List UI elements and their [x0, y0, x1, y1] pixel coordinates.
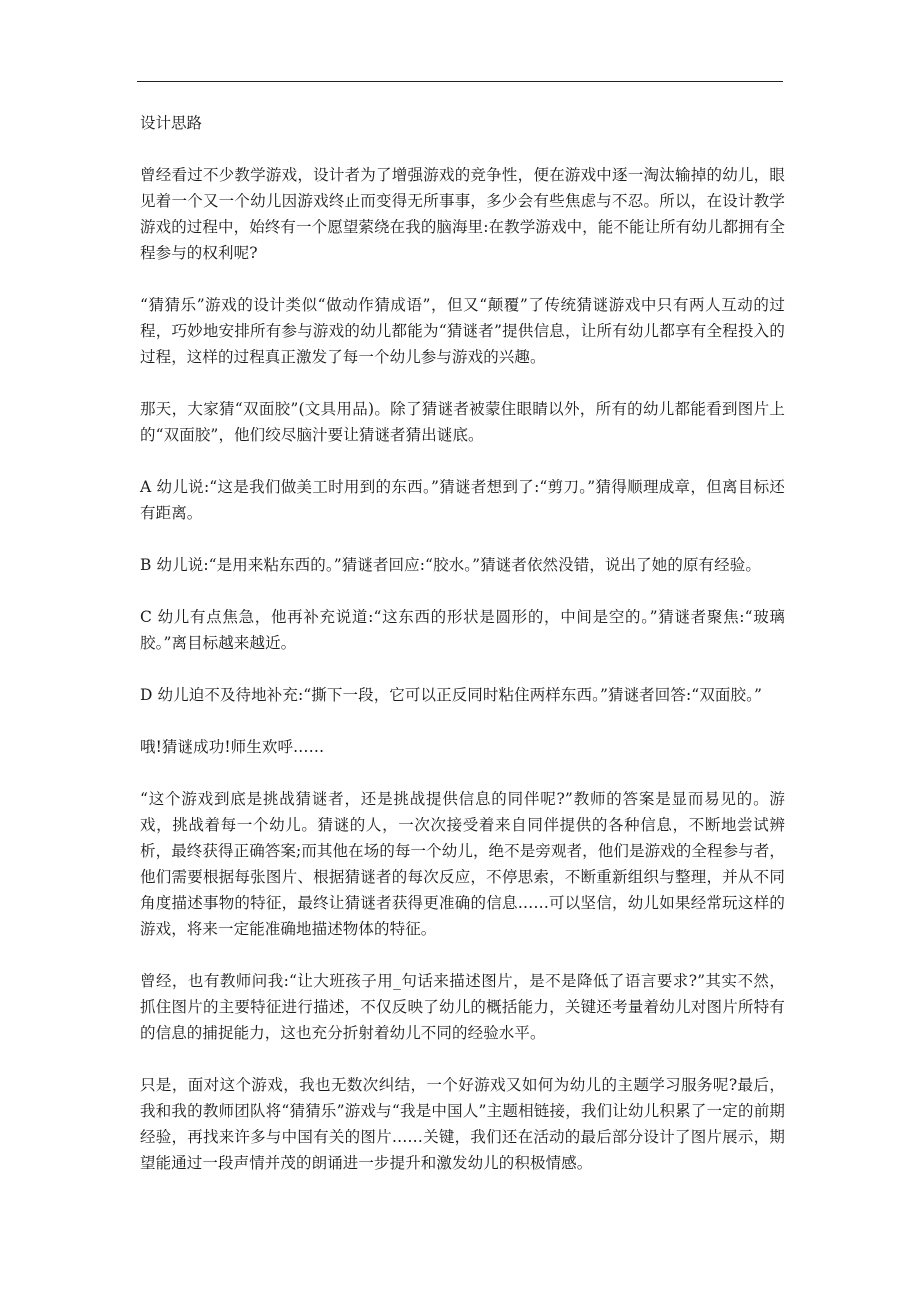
paragraph: C 幼儿有点焦急，他再补充说道:“这东西的形状是圆形的，中间是空的。”猜谜者聚焦:“玻璃胶。”离目标越来越近。 [140, 608, 785, 652]
paragraph: 那天，大家猜“双面胶”(文具用品)。除了猜谜者被蒙住眼睛以外，所有的幼儿都能看到图片上的“双面胶”，他们绞尽脑汁要让猜谜者猜出谜底。 [140, 400, 785, 444]
paragraph: 只是，面对这个游戏，我也无数次纠结，一个好游戏又如何为幼儿的主题学习服务呢?最后，我和我的教师团队将“猜猜乐”游戏与“我是中国人”主题相链接，我们让幼儿积累了一定的前期经验，再找来许多与中国有关的图片……关键，我们还在活动的最后部分设计了图片展示，期望能通过一段声情并茂的朗诵进一步提升和激发幼儿的积极情感。 [140, 1076, 785, 1172]
section-heading: 设计思路 [140, 114, 203, 132]
paragraph: 哦!猜谜成功!师生欢呼…… [140, 738, 325, 756]
paragraph: A 幼儿说:“这是我们做美工时用到的东西。”猜谜者想到了:“剪刀。”猜得顺理成章，但离目标还有距离。 [140, 478, 785, 522]
paragraph: 曾经，也有教师问我:“让大班孩子用_句话来描述图片，是不是降低了语言要求?”其实不然，抓住图片的主要特征进行描述，不仅反映了幼儿的概括能力，关键还考量着幼儿对图片所特有的信息的捕捉能力，这也充分折射着幼儿不同的经验水平。 [140, 972, 785, 1042]
header-rule [137, 81, 783, 82]
document-body [140, 110, 785, 1202]
paragraph: “猜猜乐”游戏的设计类似“做动作猜成语”，但又“颠覆”了传统猜谜游戏中只有两人互动的过程，巧妙地安排所有参与游戏的幼儿都能为“猜谜者”提供信息，让所有幼儿都享有全程投入的过程，这样的过程真正激发了每一个幼儿参与游戏的兴趣。 [140, 296, 785, 366]
paragraph: 曾经看过不少教学游戏，设计者为了增强游戏的竞争性，便在游戏中逐一淘汰输掉的幼儿，眼见着一个又一个幼儿因游戏终止而变得无所事事，多少会有些焦虑与不忍。所以，在设计教学游戏的过程中，始终有一个愿望萦绕在我的脑海里:在教学游戏中，能不能让所有幼儿都拥有全程参与的权利呢? [140, 166, 785, 262]
paragraph: D 幼儿迫不及待地补充:“撕下一段，它可以正反同时粘住两样东西。”猜谜者回答:“双面胶。” [140, 686, 762, 704]
paragraph: “这个游戏到底是挑战猜谜者，还是挑战提供信息的同伴呢?”教师的答案是显而易见的。游戏，挑战着每一个幼儿。猜谜的人，一次次接受着来自同伴提供的各种信息，不断地尝试辨析，最终获得正确答案;而其他在场的每一个幼儿，绝不是旁观者，他们是游戏的全程参与者，他们需要根据每张图片、根据猜谜者的每次反应，不停思索，不断重新组织与整理，并从不同角度描述事物的特征，最终让猜谜者获得更准确的信息……可以坚信，幼儿如果经常玩这样的游戏，将来一定能准确地描述物体的特征。 [140, 790, 785, 938]
paragraph: B 幼儿说:“是用来粘东西的。”猜谜者回应:“胶水。”猜谜者依然没错，说出了她的原有经验。 [140, 556, 761, 574]
